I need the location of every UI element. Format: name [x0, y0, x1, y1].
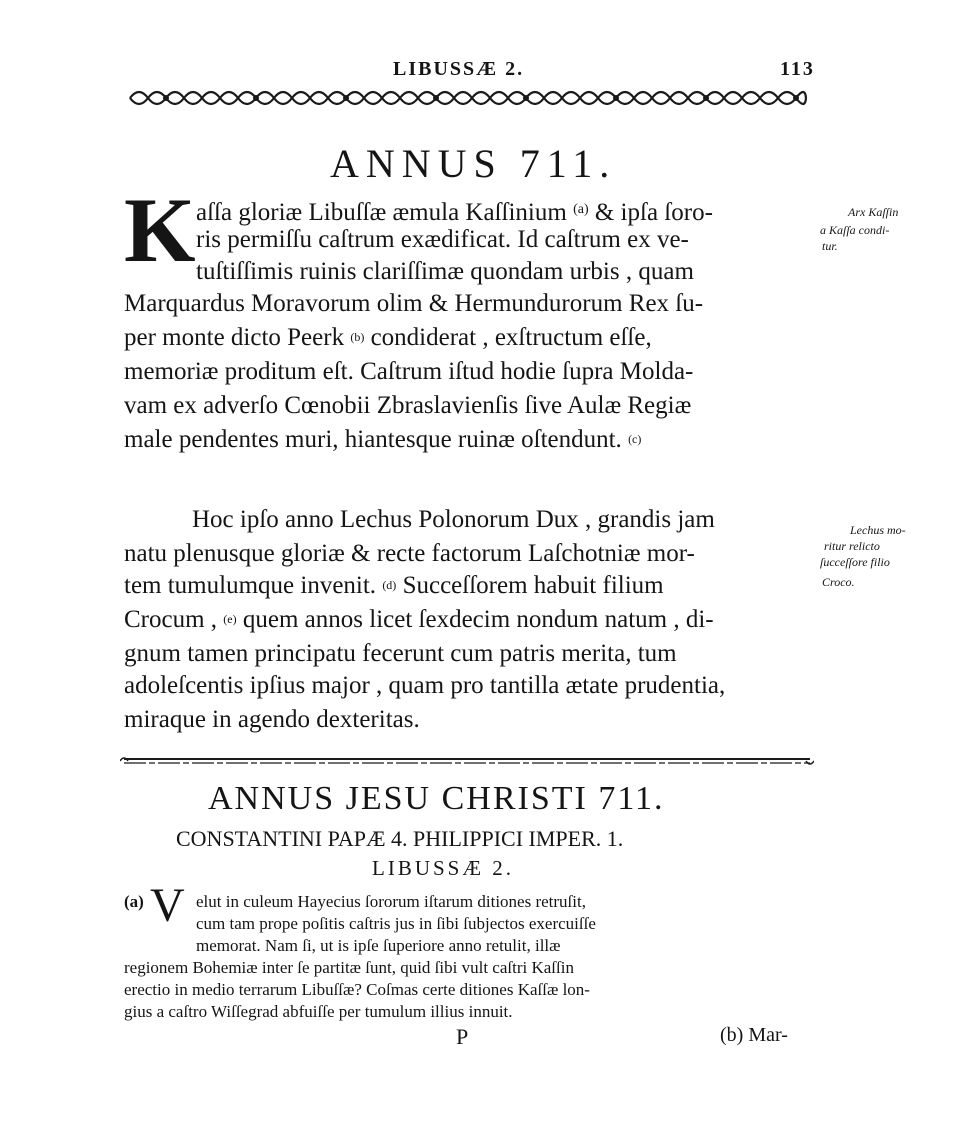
body-line: tem tumulumque invenit. (d) Succeſſorem habuit filium	[124, 572, 664, 599]
body-line: male pendentes muri, hiantesque ruinæ oſtendunt. (c)	[124, 426, 642, 453]
section-subtitle: CONSTANTINI PAPÆ 4. PHILIPPICI IMPER. 1.	[176, 826, 624, 851]
footnote-label: (a)	[124, 892, 144, 911]
footnote-line: erectio in medio terrarum Libuſſæ? Coſmas certe ditiones Kaſſæ lon-	[124, 980, 590, 999]
body-line: Hoc ipſo anno Lechus Polonorum Dux , grandis jam	[192, 506, 715, 533]
dropcap-k: K	[124, 179, 196, 281]
body-line: miraque in agendo dexteritas.	[124, 706, 420, 733]
margin-note-line: Croco.	[822, 575, 855, 589]
margin-note-line: tur.	[822, 239, 838, 253]
section-title-annus-711: ANNUS 711.	[330, 141, 617, 186]
catchword: (b) Mar-	[720, 1024, 788, 1046]
body-line: aſſa gloriæ Libuſſæ æmula Kaſſinium $^{(a)}$ & ipſa ſoro-	[196, 199, 713, 226]
body-line: tuſtiſſimis ruinis clariſſimæ quondam urbis , quam	[196, 258, 694, 285]
body-line: per monte dicto Peerk (b) condiderat , exſtructum eſſe,	[124, 324, 652, 351]
body-line: adoleſcentis ipſius major , quam pro tantilla ætate prudentia,	[124, 672, 726, 699]
footnote-line: regionem Bohemiæ inter ſe partitæ ſunt, quid ſibi vult caſtri Kaſſin	[124, 958, 574, 977]
margin-note-line: ſucceſſore filio	[820, 555, 890, 569]
section-divider-rule	[120, 754, 814, 768]
section-subtitle-libussae: LIBUSSÆ 2.	[372, 856, 515, 880]
body-line: memoriæ proditum eſt. Caſtrum iſtud hodie ſupra Molda-	[124, 358, 694, 385]
footnote-line: memorat. Nam ſi, ut is ipſe ſuperiore anno retulit, illæ	[196, 936, 561, 955]
body-line: Marquardus Moravorum olim & Hermundurorum Rex ſu-	[124, 290, 704, 317]
footnote-line: gius a caſtro Wiſſegrad abfuiſſe per tumulum illius innuit.	[124, 1002, 513, 1021]
body-line: gnum tamen principatu fecerunt cum patris merita, tum	[124, 640, 677, 667]
ornament-band-icon	[126, 84, 812, 112]
body-line: Crocum , (e) quem annos licet ſexdecim nondum natum , di-	[124, 606, 714, 633]
section-title-annus-jesu-christi: ANNUS JESU CHRISTI 711.	[208, 780, 665, 817]
running-title: LIBUSSÆ 2.	[393, 58, 525, 80]
signature-mark: P	[456, 1024, 469, 1049]
footnote-line: elut in culeum Hayecius ſororum iſtarum ditiones retruſit,	[196, 892, 586, 911]
page-number: 113	[780, 58, 815, 80]
body-line: ris permiſſu caſtrum exædificat. Id caſtrum ex ve-	[196, 226, 689, 253]
body-line: natu plenusque gloriæ & recte factorum Laſchotniæ mor-	[124, 540, 695, 567]
dropcap-v: V	[150, 879, 185, 932]
footnote-line: cum tam prope poſitis caſtris jus in ſibi ſubjectos exercuiſſe	[196, 914, 596, 933]
margin-note-line: a Kaſſa condi-	[820, 223, 890, 237]
margin-note-line: Lechus mo-	[850, 523, 906, 537]
margin-note-line: ritur relicto	[824, 539, 880, 553]
margin-note-line: Arx Kaſſin	[848, 205, 899, 219]
body-line: vam ex adverſo Cœnobii Zbraslavienſis ſive Aulæ Regiæ	[124, 392, 692, 419]
